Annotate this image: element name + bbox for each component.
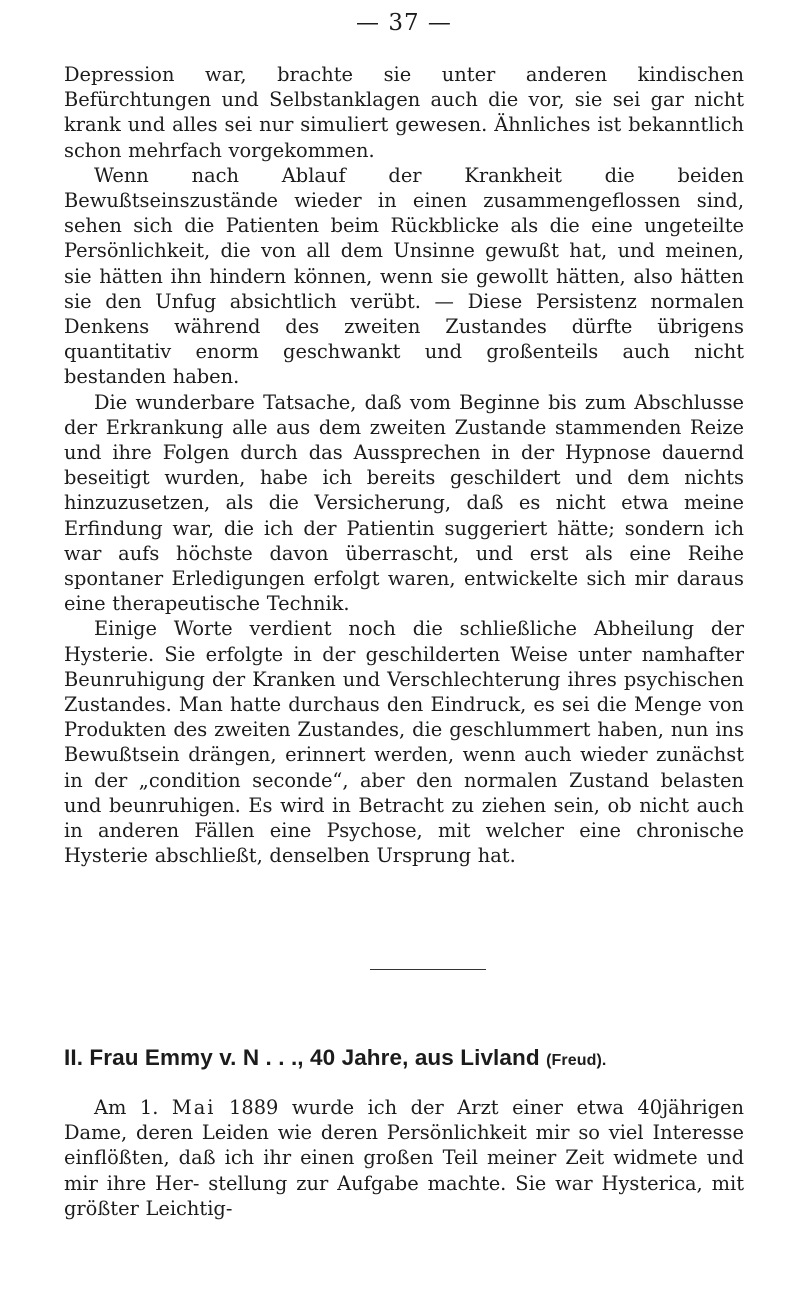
section-paragraph-1 (64, 1095, 744, 1221)
intro-prefix: Am 1. (94, 1096, 172, 1119)
book-page (64, 0, 744, 1299)
section-author: (Freud). (546, 1052, 607, 1069)
section-heading (64, 1044, 744, 1075)
intro-date-month: Mai (171, 1096, 216, 1119)
intro-rest: 1889 wurde ich der Arzt einer etwa 40jährigen Dame, deren Leiden wie deren Persönlichkeit mir so viel Interesse einflößten, daß ich ihr einen großen Teil meiner Zeit widmete und mir ihre Her- stellung zur Aufgabe machte. Sie war Hysterica, mit größter Leichtig- (64, 1096, 744, 1220)
paragraph-3: Die wunderbare Tatsache, daß vom Beginne bis zum Abschlusse der Erkrankung alle aus dem zweiten Zustande stammenden Reize und ihre Folgen durch das Aussprechen in der Hypnose dauernd beseitigt wurden, habe ich bereits geschildert und dem nichts hinzuzusetzen, als die Versicherung, daß es nicht etwa meine Erfindung war, die ich der Patientin suggeriert hätte; sondern ich war aufs höchste davon überrascht, und erst als eine Reihe spontaner Erledigungen erfolgt waren, entwickelte sich mir daraus eine therapeutische Technik. (64, 390, 744, 616)
page-number: — 37 — (356, 10, 452, 36)
paragraph-2: Wenn nach Ablauf der Krankheit die beiden Bewußtseinszustände wieder in einen zusammengeflossen sind, sehen sich die Patienten beim Rückblicke als die eine ungeteilte Persönlichkeit, die von all dem Unsinne gewußt hat, und meinen, sie hätten ihn hindern können, wenn sie gewollt hätten, also hätten sie den Unfug absichtlich verübt. — Diese Persistenz normalen Denkens während des zweiten Zustandes dürfte übrigens quantitativ enorm geschwankt und großenteils auch nicht bestanden haben. (64, 163, 744, 389)
section-intro (64, 1095, 744, 1221)
section-title: II. Frau Emmy v. N . . ., 40 Jahre, aus Livland (64, 1045, 540, 1070)
section-divider (370, 969, 486, 970)
paragraph-4: Einige Worte verdient noch die schließliche Abheilung der Hysterie. Sie erfolgte in der geschilderten Weise unter namhafter Beunruhigung der Kranken und Verschlechterung ihres psychischen Zustandes. Man hatte durchaus den Eindruck, es sei die Menge von Produkten des zweiten Zustandes, die geschlummert haben, nun ins Bewußtsein drängen, erinnert werden, wenn auch wieder zunächst in der „condition seconde“, aber den normalen Zustand belasten und beunruhigen. Es wird in Betracht zu ziehen sein, ob nicht auch in anderen Fällen eine Psychose, mit welcher eine chronische Hysterie abschließt, denselben Ursprung hat. (64, 617, 744, 868)
paragraph-1: Depression war, brachte sie unter anderen kindischen Befürchtungen und Selbstanklagen auch die vor, sie sei gar nicht krank und alles sei nur simuliert gewesen. Ähnliches ist bekanntlich schon mehrfach vorgekommen. (64, 63, 744, 162)
main-text (64, 62, 744, 869)
